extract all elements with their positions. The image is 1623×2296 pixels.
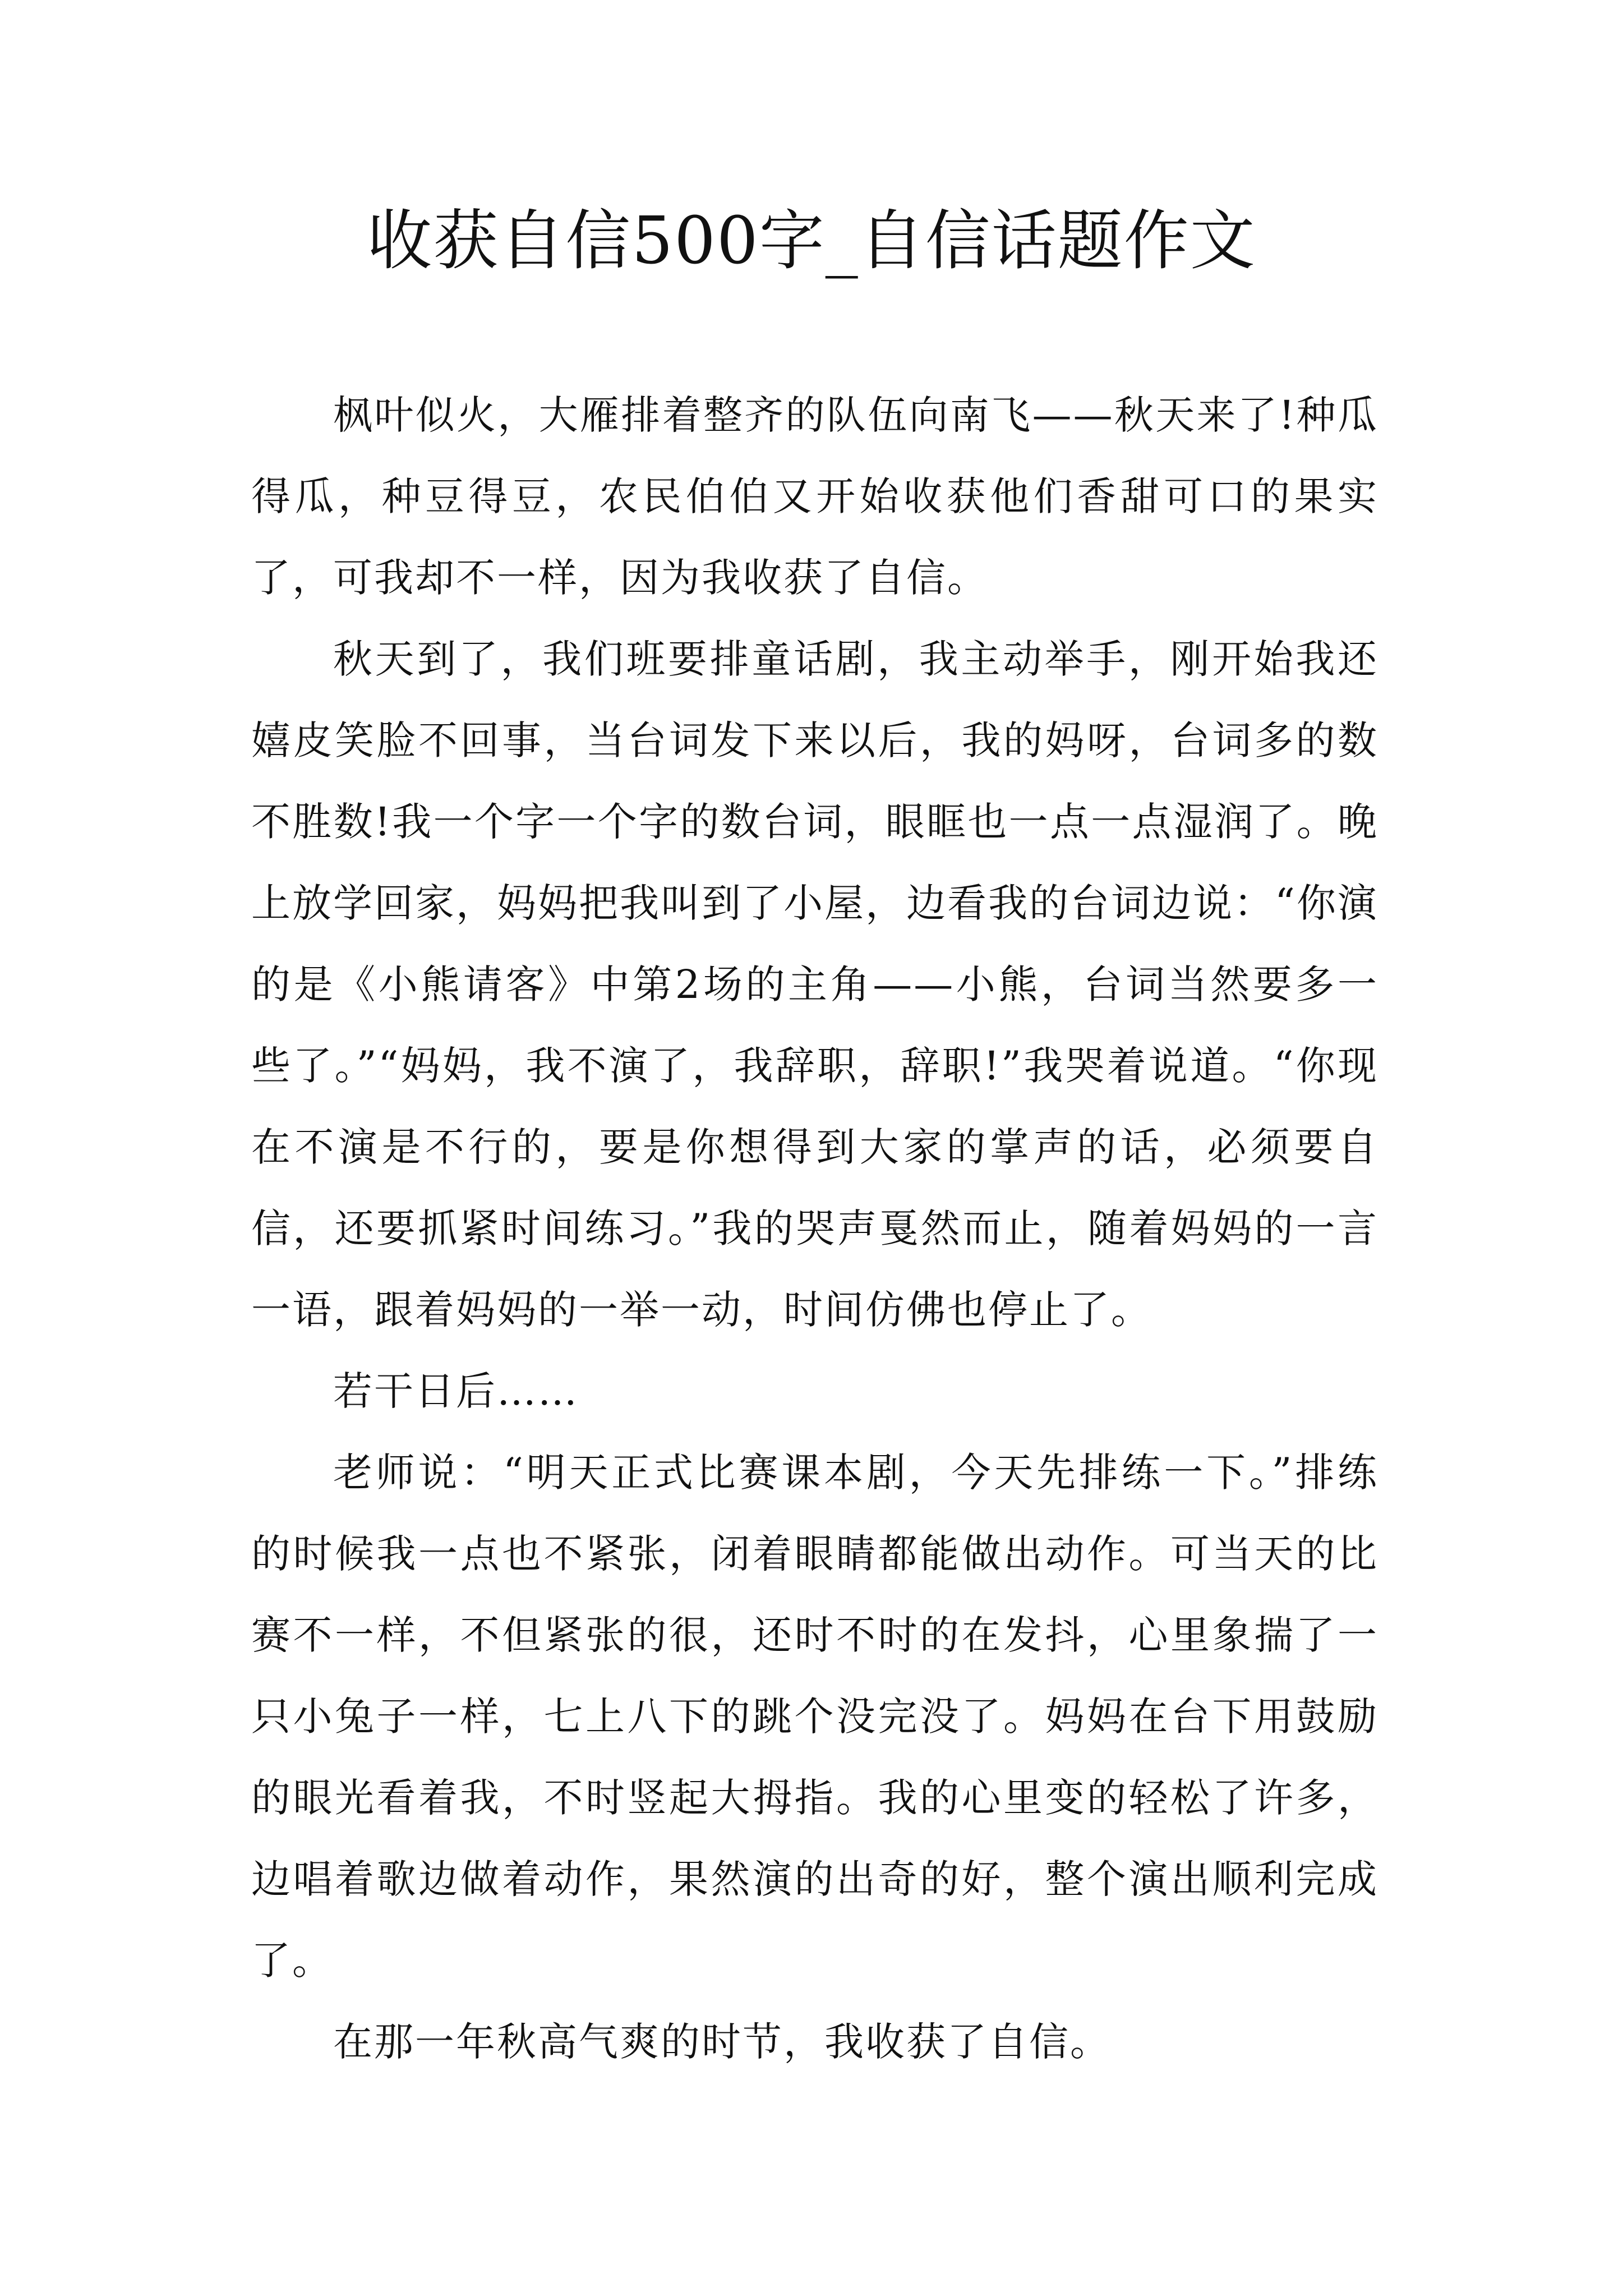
paragraph: 秋天到了，我们班要排童话剧，我主动举手，刚开始我还嬉皮笑脸不回事，当台词发下来以后，我的妈呀，台词多的数不胜数!我一个字一个字的数台词，眼眶也一点一点湿润了。晚上放学回家，妈妈把我叫到了小屋，边看我的台词边说：“你演的是《小熊请客》中第2场的主角——小熊，台词当然要多一些了。”“妈妈，我不演了，我辞职，辞职!”我哭着说道。“你现在不演是不行的，要是你想得到大家的掌声的话，必须要自信，还要抓紧时间练习。”我的哭声戛然而止，随着妈妈的一言一语，跟着妈妈的一举一动，时间仿佛也停止了。 xyxy=(251,636,1378,1333)
paragraph: 枫叶似火，大雁排着整齐的队伍向南飞——秋天来了!种瓜得瓜，种豆得豆，农民伯伯又开始收获他们香甜可口的果实了，可我却不一样，因为我收获了自信。 xyxy=(251,392,1378,601)
paragraph: 在那一年秋高气爽的时节，我收获了自信。 xyxy=(333,2019,1111,2065)
paragraph: 若干日后…… xyxy=(333,1368,579,1414)
paragraph: 老师说：“明天正式比赛课本剧，今天先排练一下。”排练的时候我一点也不紧张，闭着眼睛都能做出动作。可当天的比赛不一样，不但紧张的很，还时不时的在发抖，心里象揣了一只小兔子一样，七上八下的跳个没完没了。妈妈在台下用鼓励的眼光看着我，不时竖起大拇指。我的心里变的轻松了许多，边唱着歌边做着动作，果然演的出奇的好，整个演出顺利完成了。 xyxy=(251,1450,1378,1984)
document-body xyxy=(251,375,1378,2083)
document-title: 收获自信500字_自信话题作文 xyxy=(367,203,1256,279)
